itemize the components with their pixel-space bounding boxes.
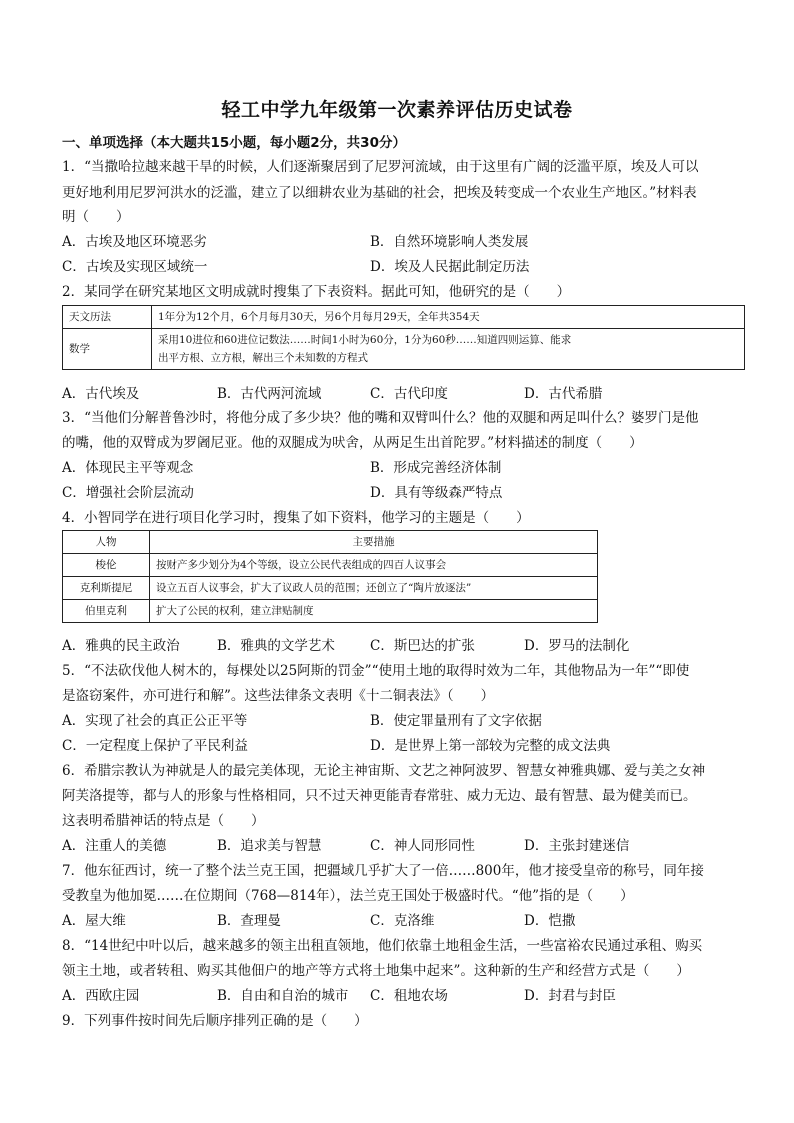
q6-stem-line-2: 阿芙洛提等，都与人的形象与性格相同，只不过天神更能青春常驻、威力无边、最有智慧、最为健美而已。	[62, 788, 697, 804]
q4-row1-person: 梭伦	[63, 554, 150, 577]
q8-options	[62, 986, 752, 1006]
q3-stem-line-1: 3．“当他们分解普鲁沙时，将他分成了多少块？他的嘴和双臂叫什么？他的双腿和两足叫什么？婆罗门是他	[62, 410, 699, 426]
q2-row1-label: 天文历法	[63, 306, 152, 329]
q9-stem: 9．下列事件按时间先后顺序排列正确的是（ ）	[62, 1013, 368, 1029]
q1-options-row-2	[62, 257, 752, 277]
q1-option-a[interactable]: A．古埃及地区环境恶劣	[62, 234, 207, 250]
table-row	[63, 306, 745, 329]
q4-table	[62, 530, 598, 623]
q5-option-d[interactable]: D．是世界上第一部较为完整的成文法典	[370, 738, 611, 754]
q8-option-d[interactable]: D．封君与封臣	[524, 988, 616, 1004]
q4-row1-measure: 按财产多少划分为4个等级，设立公民代表组成的四百人议事会	[150, 554, 598, 577]
q1-stem-line-1: 1．“当撒哈拉越来越干旱的时候，人们逐渐聚居到了尼罗河流域，由于这里有广阔的泛滥平原，埃及人可以	[62, 159, 699, 175]
q1-option-c[interactable]: C．古埃及实现区域统一	[62, 259, 208, 275]
q3-options-row-2	[62, 483, 752, 503]
q7-option-d[interactable]: D．恺撒	[524, 913, 576, 929]
q8-option-b[interactable]: B．自由和自治的城市	[217, 988, 349, 1004]
q6-stem-line-3: 这表明希腊神话的特点是（ ）	[62, 813, 265, 829]
q5-option-c[interactable]: C．一定程度上保护了平民利益	[62, 738, 248, 754]
q2-row1-text: 1年分为12个月，6个月每月30天，另6个月每月29天，全年共354天	[152, 306, 745, 329]
q3-option-b[interactable]: B．形成完善经济体制	[370, 460, 502, 476]
q7-option-c[interactable]: C．克洛维	[370, 913, 435, 929]
q1-options-row-1	[62, 232, 752, 252]
q5-options-row-1	[62, 711, 752, 731]
table-row	[63, 531, 598, 554]
q4-option-a[interactable]: A．雅典的民主政治	[62, 638, 180, 654]
q2-row2-label: 数学	[63, 329, 152, 370]
q4-options	[62, 636, 752, 656]
q4-option-d[interactable]: D．罗马的法制化	[524, 638, 630, 654]
q4-stem: 4．小智同学在进行项目化学习时，搜集了如下资料，他学习的主题是（ ）	[62, 510, 530, 526]
q4-row3-person: 伯里克利	[63, 600, 150, 623]
q2-row2-text	[152, 329, 745, 370]
table-row	[63, 577, 598, 600]
q6-stem-line-1: 6．希腊宗教认为神就是人的最完美体现，无论主神宙斯、文艺之神阿波罗、智慧女神雅典娜、爱与美之女神	[62, 763, 706, 779]
q2-stem: 2．某同学在研究某地区文明成就时搜集了下表资料。据此可知，他研究的是（ ）	[62, 284, 571, 300]
page-title: 轻工中学九年级第一次素养评估历史试卷	[221, 99, 573, 121]
q4-header-measures: 主要措施	[150, 531, 598, 554]
table-row	[63, 554, 598, 577]
q7-stem-line-2: 受教皇为他加冕……在位期间（768—814年），法兰克王国处于极盛时代。“他”指的是（ ）	[62, 888, 634, 904]
q6-options	[62, 836, 752, 856]
q8-option-a[interactable]: A．西欧庄园	[62, 988, 140, 1004]
q6-option-b[interactable]: B．追求美与智慧	[217, 838, 322, 854]
q7-option-b[interactable]: B．查理曼	[217, 913, 281, 929]
q2-option-b[interactable]: B．古代两河流域	[217, 386, 322, 402]
q4-header-person: 人物	[63, 531, 150, 554]
q2-row2-text-line-1: 采用10进位和60进位记数法……时间1小时为60分，1分为60秒……知道四则运算、能求	[158, 334, 572, 346]
q4-row2-person: 克利斯提尼	[63, 577, 150, 600]
q3-option-c[interactable]: C．增强社会阶层流动	[62, 485, 194, 501]
q4-option-b[interactable]: B．雅典的文学艺术	[217, 638, 335, 654]
q6-option-c[interactable]: C．神人同形同性	[370, 838, 475, 854]
table-row	[63, 329, 745, 370]
q3-option-d[interactable]: D．具有等级森严特点	[370, 485, 503, 501]
q8-stem-line-2: 领主土地，或者转租、购买其他佃户的地产等方式将土地集中起来”。这种新的生产和经营方式是（ ）	[62, 963, 690, 979]
q5-stem-line-1: 5．“不法砍伐他人树木的，每棵处以25阿斯的罚金”“使用土地的取得时效为二年，其他物品为一年”“即使	[62, 663, 690, 679]
q7-options	[62, 911, 752, 931]
q5-option-b[interactable]: B．使定罪量刑有了文字依据	[370, 713, 542, 729]
q3-options-row-1	[62, 458, 752, 478]
q1-stem-line-3: 明（ ）	[62, 209, 130, 225]
q2-table	[62, 305, 745, 370]
q2-option-d[interactable]: D．古代希腊	[524, 386, 603, 402]
q8-option-c[interactable]: C．租地农场	[370, 988, 448, 1004]
q1-option-d[interactable]: D．埃及人民据此制定历法	[370, 259, 530, 275]
q2-option-a[interactable]: A．古代埃及	[62, 386, 140, 402]
q7-option-a[interactable]: A．屋大维	[62, 913, 126, 929]
q5-stem-line-2: 是盗窃案件，亦可进行和解”。这些法律条文表明《十二铜表法》（ ）	[62, 688, 495, 704]
q7-stem-line-1: 7．他东征西讨，统一了整个法兰克王国，把疆域几乎扩大了一倍……800年，他才接受皇帝的称号，同年接	[62, 863, 704, 879]
q2-option-c[interactable]: C．古代印度	[370, 386, 448, 402]
q4-row2-measure: 设立五百人议事会，扩大了议政人员的范围；还创立了“陶片放逐法”	[150, 577, 598, 600]
q4-row3-measure: 扩大了公民的权利，建立津贴制度	[150, 600, 598, 623]
q2-row2-text-line-2: 出平方根、立方根，解出三个未知数的方程式	[158, 352, 368, 364]
q5-option-a[interactable]: A．实现了社会的真正公正平等	[62, 713, 248, 729]
q8-stem-line-1: 8．“14世纪中叶以后，越来越多的领主出租直领地，他们依靠土地租金生活，一些富裕农民通过承租、购买	[62, 938, 703, 954]
table-row	[63, 600, 598, 623]
q5-options-row-2	[62, 736, 752, 756]
section-heading: 一、单项选择（本大题共15小题，每小题2分，共30分）	[62, 135, 406, 151]
q3-option-a[interactable]: A．体现民主平等观念	[62, 460, 194, 476]
q4-option-c[interactable]: C．斯巴达的扩张	[370, 638, 475, 654]
q1-option-b[interactable]: B．自然环境影响人类发展	[370, 234, 529, 250]
q3-stem-line-2: 的嘴，他的双臂成为罗阇尼亚。他的双腿成为吠舍，从两足生出首陀罗。”材料描述的制度（ ）	[62, 435, 643, 451]
q1-stem-line-2: 更好地利用尼罗河洪水的泛滥，建立了以细耕农业为基础的社会，把埃及转变成一个农业生产地区。”材料表	[62, 185, 697, 201]
q6-option-a[interactable]: A．注重人的美德	[62, 838, 167, 854]
q6-option-d[interactable]: D．主张封建迷信	[524, 838, 630, 854]
q2-options	[62, 384, 752, 404]
